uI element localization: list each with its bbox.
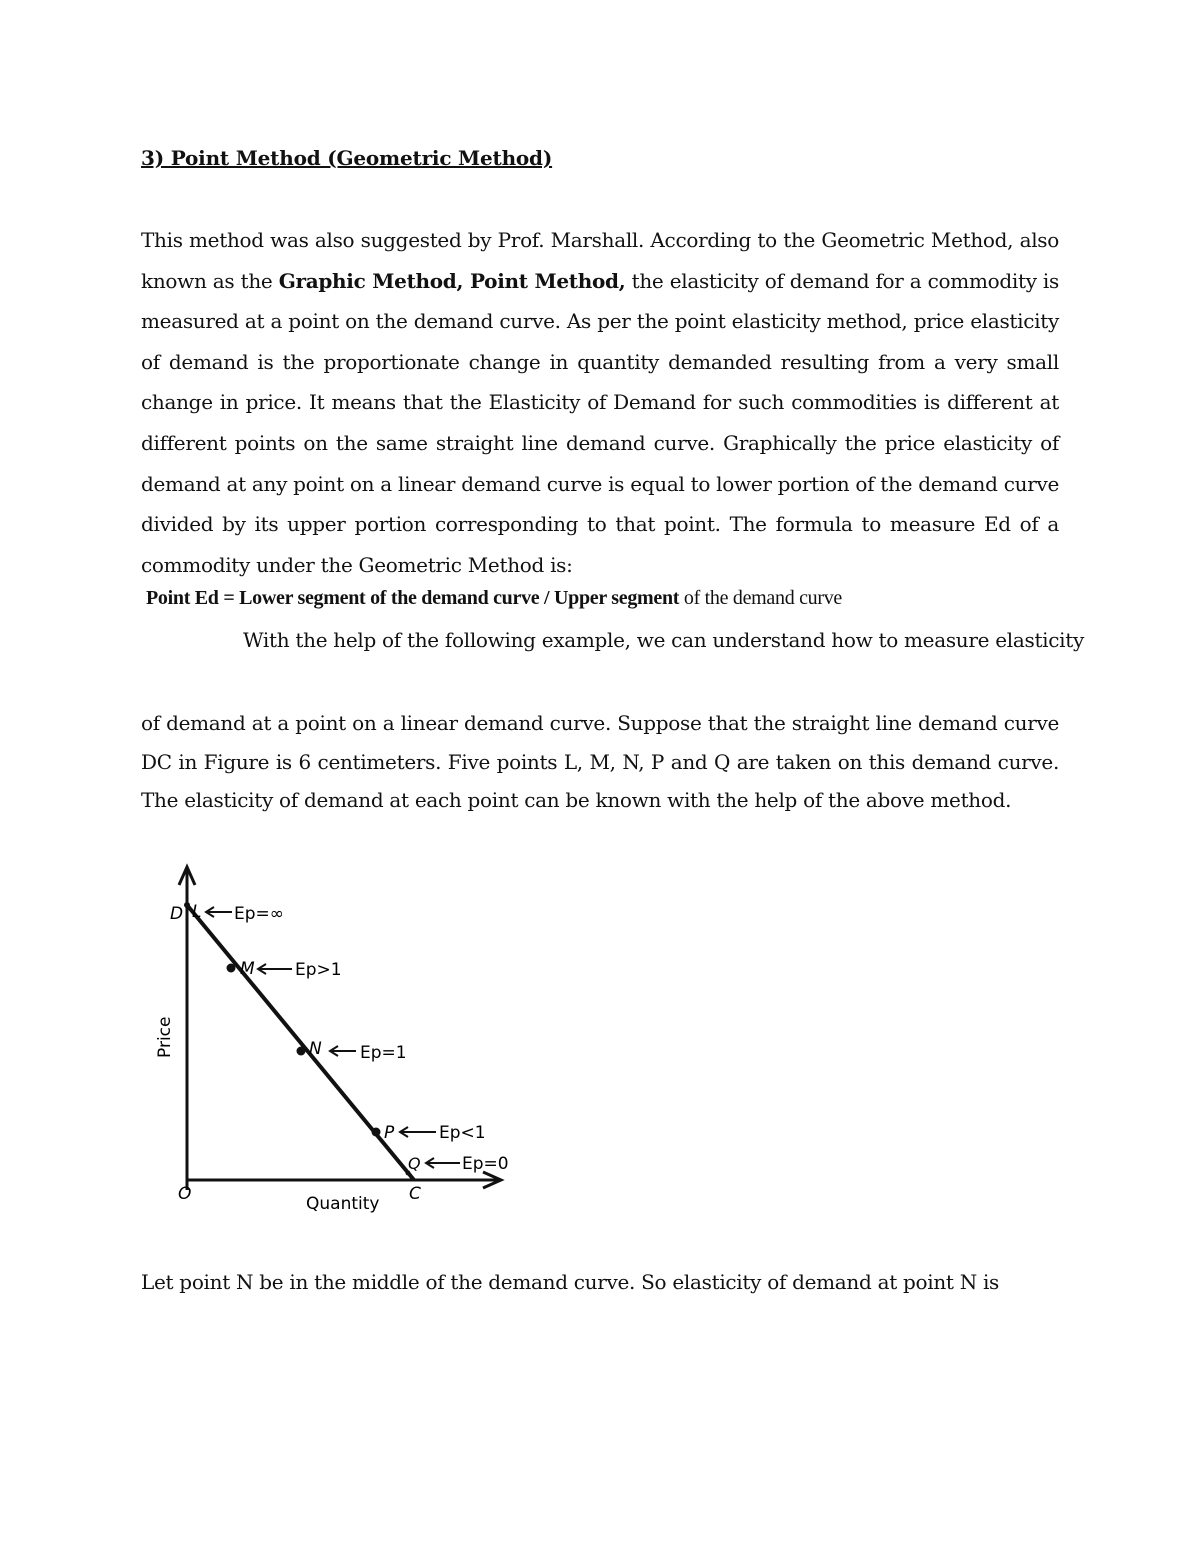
point-n-marker — [297, 1047, 306, 1056]
point-p-annotation: Ep<1 — [439, 1123, 486, 1143]
formula-bold: Point Ed = Lower segment of the demand curve / Upper segment — [146, 587, 680, 609]
point-l-annotation: Ep=∞ — [234, 904, 284, 924]
example-intro-line: With the help of the following example, we can understand how to measure elasticity — [243, 628, 1085, 652]
intro-bold-terms: Graphic Method, Point Method, — [278, 268, 626, 293]
point-q-annotation: Ep=0 — [462, 1154, 509, 1174]
origin-label: O — [178, 1184, 192, 1204]
closing-sentence: Let point N be in the middle of the demand curve. So elasticity of demand at point N is — [141, 1270, 1000, 1294]
point-m-label: M — [240, 959, 255, 979]
point-p-label: P — [384, 1123, 395, 1143]
point-q-label: Q — [408, 1154, 421, 1173]
demand-curve-figure — [150, 855, 530, 1220]
c-label: C — [409, 1184, 421, 1204]
point-m-annotation: Ep>1 — [295, 960, 342, 980]
point-n-annotation: Ep=1 — [360, 1043, 407, 1063]
quantity-axis-label: Quantity — [306, 1194, 380, 1214]
formula-rest: of the demand curve — [679, 587, 843, 609]
intro-text-1: This method was also suggested by Prof. Marshall. According to the Geometric Method, also known as the — [141, 228, 1059, 293]
point-m-marker — [227, 964, 236, 973]
point-n-label: N — [309, 1039, 322, 1059]
intro-text-2: the elasticity of demand for a commodity is measured at a point on the demand curve. As per the point elasticity method, price elasticity of demand is the proportionate change in quantity demanded resulting from a very small change in price. It means that the Elasticity of Demand for such commodities is different at different points on the same straight line demand curve. Graphically the price elasticity of demand at any point on a linear demand curve is equal to lower portion of the demand curve divided by its upper portion corresponding to that point. The formula to measure Ed of a commodity under the Geometric Method is: — [141, 268, 1059, 577]
price-axis-label: Price — [155, 1016, 175, 1058]
section-heading: 3) Point Method (Geometric Method) — [141, 146, 553, 170]
point-p-marker — [372, 1128, 381, 1137]
example-paragraph: of demand at a point on a linear demand curve. Suppose that the straight line demand curve DC in Figure is 6 centimeters. Five points L, M, N, P and Q are taken on this demand curve. The elasticity of demand at each point can be known with the help of the above method. — [141, 711, 1059, 812]
d-label: D — [170, 904, 184, 924]
point-l-marker — [184, 902, 190, 908]
intro-paragraph — [141, 220, 1059, 585]
point-l-label: L — [192, 902, 202, 922]
demand-curve-svg — [150, 855, 530, 1220]
formula-line — [146, 587, 842, 610]
